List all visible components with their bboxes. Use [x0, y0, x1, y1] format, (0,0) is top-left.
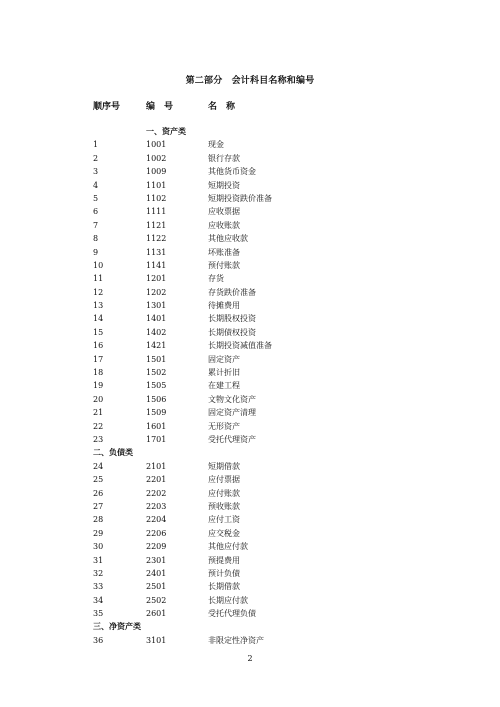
row-code: 1201	[146, 274, 167, 284]
row-name: 预提费用	[208, 555, 240, 565]
table-row	[0, 540, 500, 553]
row-code: 2201	[146, 475, 167, 485]
row-seq: 1	[93, 140, 99, 150]
row-name: 固定资产清理	[208, 408, 256, 418]
table-row	[0, 259, 500, 272]
category-heading-label: 三、净资产类	[93, 622, 141, 632]
row-seq: 27	[93, 501, 104, 511]
row-seq: 26	[93, 488, 104, 498]
table-row	[0, 232, 500, 245]
row-code: 1001	[146, 140, 167, 150]
row-name: 非限定性净资产	[208, 635, 264, 645]
row-code: 2502	[146, 595, 167, 605]
row-seq: 32	[93, 568, 104, 578]
row-code: 2209	[146, 542, 167, 552]
row-name: 应付账款	[208, 488, 240, 498]
table-row	[0, 366, 500, 379]
category-heading-label: 二、负债类	[93, 448, 133, 458]
row-name: 长期借款	[208, 582, 240, 592]
table-row	[0, 165, 500, 178]
table-row	[0, 500, 500, 513]
row-code: 1121	[146, 220, 167, 230]
row-code: 1701	[146, 434, 167, 444]
row-code: 2301	[146, 555, 167, 565]
row-seq: 12	[93, 287, 104, 297]
row-name: 其他应收款	[208, 234, 248, 244]
row-code: 1101	[146, 180, 167, 190]
row-name: 受托代理负债	[208, 609, 256, 619]
row-name: 应付工资	[208, 515, 240, 525]
table-row	[0, 326, 500, 339]
row-code: 2202	[146, 488, 167, 498]
account-table	[0, 125, 500, 647]
row-code: 2101	[146, 461, 167, 471]
row-seq: 21	[93, 408, 104, 418]
row-seq: 23	[93, 434, 104, 444]
row-seq: 8	[93, 234, 99, 244]
row-name: 长期股权投资	[208, 314, 256, 324]
row-seq: 18	[93, 368, 104, 378]
row-seq: 22	[93, 421, 104, 431]
table-row	[0, 513, 500, 526]
row-code: 1601	[146, 421, 167, 431]
row-seq: 3	[93, 167, 99, 177]
row-seq: 29	[93, 528, 104, 538]
table-row	[0, 299, 500, 312]
row-seq: 17	[93, 354, 104, 364]
row-seq: 2	[93, 153, 99, 163]
row-code: 1501	[146, 354, 167, 364]
row-seq: 7	[93, 220, 99, 230]
category-heading	[0, 125, 500, 138]
row-seq: 14	[93, 314, 104, 324]
table-row	[0, 580, 500, 593]
row-name: 短期借款	[208, 461, 240, 471]
row-name: 存货跌价准备	[208, 287, 256, 297]
row-code: 3101	[146, 635, 167, 645]
table-row	[0, 272, 500, 285]
table-row	[0, 353, 500, 366]
table-row	[0, 406, 500, 419]
row-code: 1301	[146, 301, 167, 311]
table-row	[0, 205, 500, 218]
row-name: 长期投资减值准备	[208, 341, 272, 351]
row-name: 受托代理资产	[208, 434, 256, 444]
row-name: 预付账款	[208, 260, 240, 270]
row-code: 2203	[146, 501, 167, 511]
row-name: 长期应付款	[208, 595, 248, 605]
table-row	[0, 219, 500, 232]
table-row	[0, 607, 500, 620]
table-row	[0, 527, 500, 540]
category-heading	[0, 446, 500, 459]
row-code: 1421	[146, 341, 167, 351]
table-row	[0, 312, 500, 325]
row-seq: 4	[93, 180, 99, 190]
table-row	[0, 152, 500, 165]
row-name: 坏账准备	[208, 247, 240, 257]
table-row	[0, 192, 500, 205]
row-seq: 13	[93, 301, 104, 311]
row-seq: 10	[93, 260, 104, 270]
row-name: 预计负债	[208, 568, 240, 578]
row-code: 1506	[146, 394, 167, 404]
row-seq: 24	[93, 461, 104, 471]
table-row	[0, 473, 500, 486]
category-heading-label: 一、资产类	[146, 127, 186, 136]
table-row	[0, 179, 500, 192]
row-code: 1002	[146, 153, 167, 163]
table-row	[0, 420, 500, 433]
table-row	[0, 393, 500, 406]
row-code: 2601	[146, 609, 167, 619]
table-row	[0, 286, 500, 299]
table-row	[0, 433, 500, 446]
row-code: 1141	[146, 260, 167, 270]
row-name: 短期投资跌价准备	[208, 193, 272, 203]
row-code: 1402	[146, 327, 167, 337]
table-row	[0, 634, 500, 647]
table-row	[0, 594, 500, 607]
row-name: 固定资产	[208, 354, 240, 364]
row-code: 1131	[146, 247, 167, 257]
row-name: 短期投资	[208, 180, 240, 190]
row-seq: 19	[93, 381, 104, 391]
row-seq: 30	[93, 542, 104, 552]
row-name: 应交税金	[208, 528, 240, 538]
row-name: 现金	[208, 140, 224, 150]
row-seq: 5	[93, 193, 99, 203]
row-code: 2501	[146, 582, 167, 592]
row-name: 应收票据	[208, 207, 240, 217]
row-code: 2206	[146, 528, 167, 538]
row-code: 1509	[146, 408, 167, 418]
row-name: 长期债权投资	[208, 327, 256, 337]
row-seq: 25	[93, 475, 104, 485]
row-code: 2204	[146, 515, 167, 525]
row-seq: 15	[93, 327, 104, 337]
row-code: 1122	[146, 234, 167, 244]
page-title: 第二部分 会计科目名称和编号	[185, 76, 315, 86]
row-seq: 11	[93, 274, 104, 284]
row-name: 待摊费用	[208, 301, 240, 311]
row-seq: 33	[93, 582, 104, 592]
row-seq: 9	[93, 247, 99, 257]
row-name: 累计折旧	[208, 368, 240, 378]
table-row	[0, 246, 500, 259]
row-code: 1505	[146, 381, 167, 391]
header-name: 名 称	[208, 102, 236, 112]
row-seq: 36	[93, 635, 104, 645]
row-seq: 20	[93, 394, 104, 404]
row-name: 应付票据	[208, 475, 240, 485]
row-code: 1009	[146, 167, 167, 177]
row-code: 1202	[146, 287, 167, 297]
page-number: 2	[247, 654, 253, 663]
table-row	[0, 460, 500, 473]
row-seq: 35	[93, 609, 104, 619]
row-name: 存货	[208, 274, 224, 284]
row-name: 在建工程	[208, 381, 240, 391]
header-seq: 顺序号	[93, 102, 121, 112]
category-heading	[0, 620, 500, 633]
table-row	[0, 567, 500, 580]
table-row	[0, 339, 500, 352]
table-row	[0, 379, 500, 392]
row-code: 1111	[146, 207, 167, 217]
row-code: 1401	[146, 314, 167, 324]
table-row	[0, 554, 500, 567]
table-row	[0, 138, 500, 151]
row-name: 其他货币资金	[208, 167, 256, 177]
row-code: 2401	[146, 568, 167, 578]
row-name: 预收账款	[208, 501, 240, 511]
row-seq: 16	[93, 341, 104, 351]
row-name: 应收账款	[208, 220, 240, 230]
row-seq: 6	[93, 207, 99, 217]
row-code: 1102	[146, 193, 167, 203]
row-seq: 31	[93, 555, 104, 565]
table-row	[0, 487, 500, 500]
row-code: 1502	[146, 368, 167, 378]
row-name: 其他应付款	[208, 542, 248, 552]
row-name: 银行存款	[208, 153, 240, 163]
row-seq: 28	[93, 515, 104, 525]
header-code: 编 号	[146, 102, 174, 112]
row-name: 无形资产	[208, 421, 240, 431]
row-seq: 34	[93, 595, 104, 605]
row-name: 文物文化资产	[208, 394, 256, 404]
